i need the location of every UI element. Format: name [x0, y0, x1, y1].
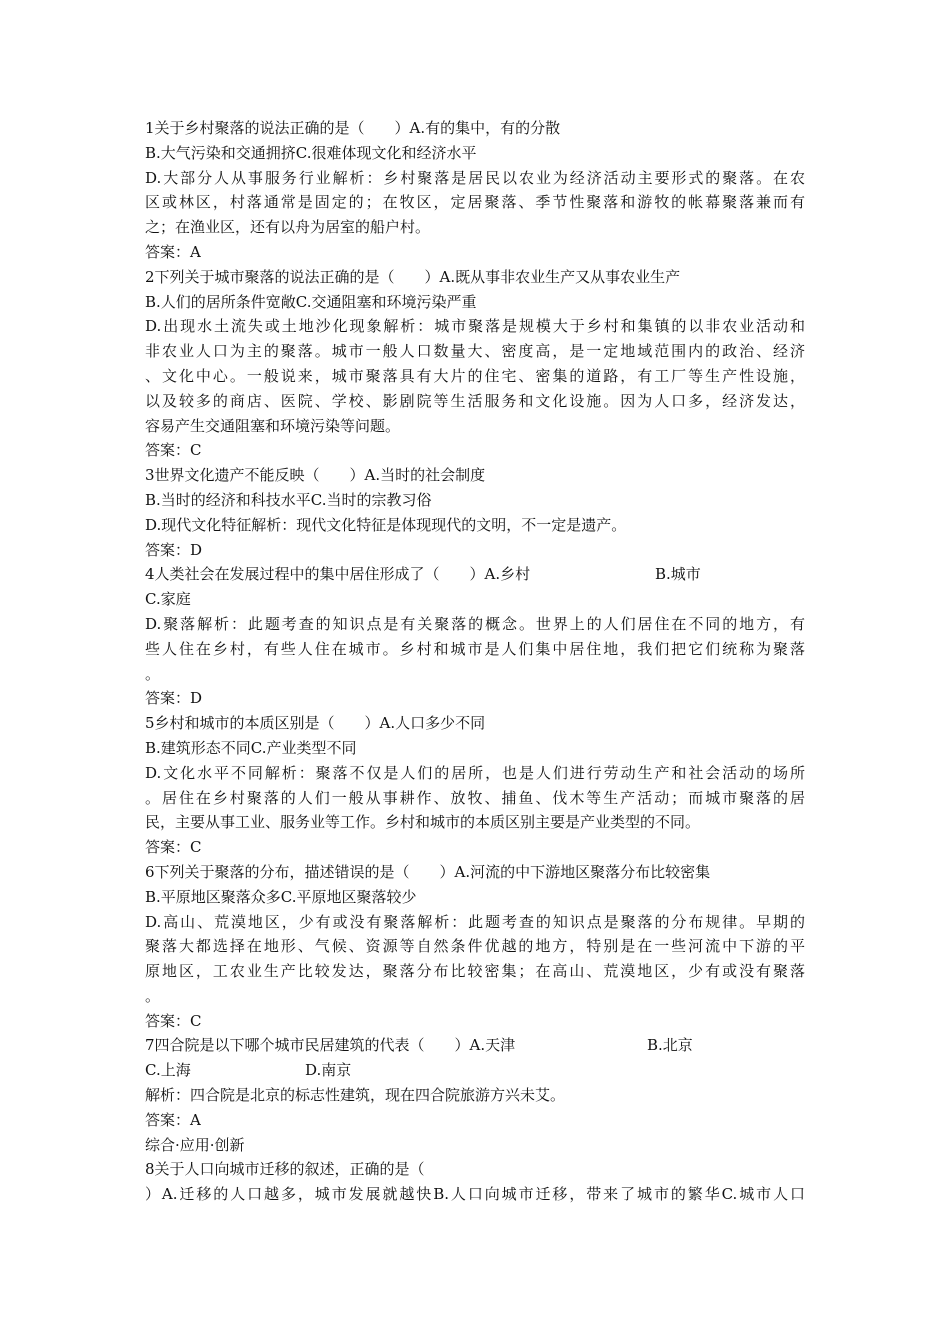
line-text: 答案：C: [145, 1011, 202, 1030]
line-text: C.家庭: [145, 590, 191, 609]
option-text: B.城市: [655, 565, 701, 584]
option-text: D.南京: [305, 1061, 352, 1080]
line-text: B.大气污染和交通拥挤C.很难体现文化和经济水平: [145, 143, 477, 162]
text-line: [145, 810, 805, 835]
line-text: 答案：A: [145, 242, 201, 261]
line-text: 答案：D: [145, 689, 203, 708]
line-text: 7四合院是以下哪个城市民居建筑的代表（ ）A.天津: [145, 1036, 516, 1055]
line-text: C.上海: [145, 1061, 191, 1080]
line-text: 答案：D: [145, 540, 203, 559]
line-text: 之；在渔业区，还有以舟为居室的船户村。: [145, 218, 431, 237]
text-line: [145, 1083, 805, 1108]
text-line: [145, 761, 805, 786]
line-text: 综合·应用·创新: [145, 1135, 245, 1154]
text-line: [145, 562, 805, 587]
line-text: 。: [145, 986, 161, 1005]
line-text: 1关于乡村聚落的说法正确的是（ ）A.有的集中，有的分散: [145, 119, 561, 137]
text-line: [145, 463, 805, 488]
text-line: [145, 662, 805, 687]
text-line: [145, 290, 805, 315]
text-line: [145, 1157, 805, 1182]
text-line: [145, 116, 805, 141]
text-line: [145, 885, 805, 910]
line-text: 答案：C: [145, 441, 202, 460]
text-line: [145, 438, 805, 463]
line-text: 。居住在乡村聚落的人们一般从事耕作、放牧、捕鱼、伐木等生产活动；而城市聚落的居: [145, 788, 805, 807]
line-text: 以及较多的商店、医院、学校、影剧院等生活服务和文化设施。因为人口多，经济发达，: [145, 391, 805, 410]
line-text: D.现代文化特征解析：现代文化特征是体现现代的文明，不一定是遗产。: [145, 515, 627, 534]
line-text: B.人们的居所条件宽敞C.交通阻塞和环境污染严重: [145, 292, 477, 311]
line-text: ）A.迁移的人口越多，城市发展就越快B.人口向城市迁移，带来了城市的繁华C.城市人口: [145, 1185, 805, 1204]
text-line: [145, 1033, 805, 1058]
line-text: 答案：A: [145, 1110, 201, 1129]
text-line: [145, 339, 805, 364]
text-line: [145, 215, 805, 240]
text-line: [145, 612, 805, 637]
line-text: D.大部分人从事服务行业解析：乡村聚落是居民以农业为经济活动主要形式的聚落。在农: [145, 168, 805, 187]
text-line: [145, 364, 805, 389]
text-line: [145, 711, 805, 736]
text-line: [145, 637, 805, 662]
line-text: 非农业人口为主的聚落。城市一般人口数量大、密度高，是一定地域范围内的政治、经济: [145, 342, 805, 361]
line-text: B.平原地区聚落众多C.平原地区聚落较少: [145, 887, 417, 906]
line-text: B.建筑形态不同C.产业类型不同: [145, 738, 357, 757]
document-body: [145, 116, 805, 1207]
line-text: B.当时的经济和科技水平C.当时的宗教习俗: [145, 490, 432, 509]
line-text: 聚落大都选择在地形、气候、资源等自然条件优越的地方，特别是在一些河流中下游的平: [145, 937, 805, 956]
line-text: 答案：C: [145, 838, 202, 857]
text-line: [145, 786, 805, 811]
line-text: 8关于人口向城市迁移的叙述，正确的是（: [145, 1160, 425, 1179]
text-line: [145, 538, 805, 563]
line-text: 6下列关于聚落的分布，描述错误的是（ ）A.河流的中下游地区聚落分布比较密集: [145, 862, 711, 881]
line-text: 容易产生交通阻塞和环境污染等问题。: [145, 416, 401, 435]
line-text: 原地区，工农业生产比较发达，聚落分布比较密集；在高山、荒漠地区，少有或没有聚落: [145, 962, 805, 981]
text-line: [145, 166, 805, 191]
text-line: [145, 414, 805, 439]
text-line: [145, 1058, 805, 1083]
text-line: [145, 835, 805, 860]
line-text: D.高山、荒漠地区，少有或没有聚落解析：此题考查的知识点是聚落的分布规律。早期的: [145, 912, 805, 931]
text-line: [145, 513, 805, 538]
text-line: [145, 984, 805, 1009]
text-line: [145, 1108, 805, 1133]
text-line: [145, 1009, 805, 1034]
line-text: 3世界文化遗产不能反映（ ）A.当时的社会制度: [145, 466, 486, 485]
line-text: D.聚落解析：此题考查的知识点是有关聚落的概念。世界上的人们居住在不同的地方，有: [145, 614, 805, 633]
text-line: [145, 240, 805, 265]
text-line: [145, 1133, 805, 1158]
line-text: 、文化中心。一般说来，城市聚落具有大片的住宅、密集的道路，有工厂等生产性设施，: [145, 366, 805, 385]
line-text: 解析：四合院是北京的标志性建筑，现在四合院旅游方兴未艾。: [145, 1086, 566, 1105]
text-line: [145, 488, 805, 513]
text-line: [145, 1182, 805, 1207]
text-line: [145, 265, 805, 290]
text-line: [145, 860, 805, 885]
line-text: 区或林区，村落通常是固定的；在牧区，定居聚落、季节性聚落和游牧的帐幕聚落兼而有: [145, 193, 805, 212]
line-text: 民，主要从事工业、服务业等工作。乡村和城市的本质区别主要是产业类型的不同。: [145, 813, 701, 832]
text-line: [145, 389, 805, 414]
text-line: [145, 141, 805, 166]
line-text: 些人住在乡村，有些人住在城市。乡村和城市是人们集中居住地，我们把它们统称为聚落: [145, 639, 805, 658]
option-text: B.北京: [647, 1036, 693, 1055]
line-text: D.文化水平不同解析：聚落不仅是人们的居所，也是人们进行劳动生产和社会活动的场所: [145, 763, 805, 782]
line-text: 。: [145, 664, 161, 683]
text-line: [145, 910, 805, 935]
line-text: 2下列关于城市聚落的说法正确的是（ ）A.既从事非农业生产又从事农业生产: [145, 267, 681, 286]
text-line: [145, 314, 805, 339]
text-line: [145, 959, 805, 984]
text-line: [145, 190, 805, 215]
line-text: 5乡村和城市的本质区别是（ ）A.人口多少不同: [145, 714, 486, 733]
line-text: 4人类社会在发展过程中的集中居住形成了（ ）A.乡村: [145, 565, 531, 584]
line-text: D.出现水土流失或土地沙化现象解析：城市聚落是规模大于乡村和集镇的以非农业活动和: [145, 317, 805, 336]
text-line: [145, 934, 805, 959]
text-line: [145, 587, 805, 612]
text-line: [145, 686, 805, 711]
text-line: [145, 736, 805, 761]
